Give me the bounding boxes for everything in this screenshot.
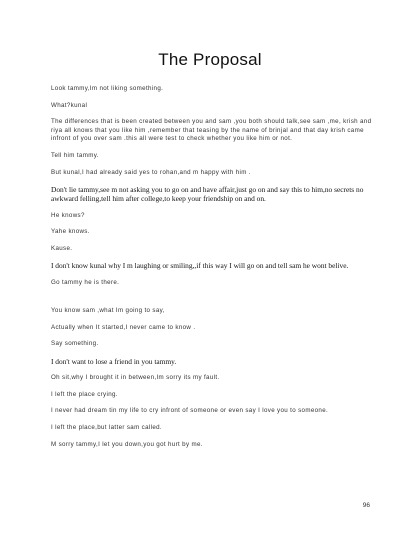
paragraph: The differences that is been created between you and sam ,you both should talk,see sam ,me, krish and riya all knows that you like him ,remember that teasing by the name of brinjal and that day krish came infront of you over sam .this all were test to check whether you like him or not. bbox=[51, 118, 372, 143]
paragraph: He knows? bbox=[51, 211, 85, 219]
paragraph: Kause. bbox=[51, 244, 73, 252]
page-number: 96 bbox=[362, 502, 370, 509]
paragraph: You know sam ,what Im going to say, bbox=[51, 307, 165, 315]
paragraph: Look tammy,Im not liking something. bbox=[51, 85, 164, 92]
paragraph: Actually when It started,I never came to know . bbox=[51, 323, 196, 331]
body-text bbox=[51, 85, 373, 457]
paragraph: Don't lie tammy,see m not asking you to go on and have affair,just go on and say this to him,no secrets no awkward felling,tell him after college,to keep your friendship on and on. bbox=[51, 185, 364, 204]
paragraph: Say something. bbox=[51, 340, 99, 348]
paragraph: But kunal,I had already said yes to rohan,and m happy with him . bbox=[51, 168, 251, 176]
paragraph: I left the place crying. bbox=[51, 390, 118, 398]
paragraph: Go tammy he is there. bbox=[51, 278, 120, 286]
section-gap bbox=[51, 295, 373, 307]
paragraph: I never had dream tin my life to cry infront of someone or even say I love you to someone. bbox=[51, 407, 329, 415]
paragraph: Oh sit,why I brought it in between,Im sorry its my fault. bbox=[51, 374, 220, 382]
paragraph: Yahe knows. bbox=[51, 228, 90, 236]
paragraph: Tell him tammy. bbox=[51, 151, 99, 159]
page-title: The Proposal bbox=[158, 50, 262, 69]
paragraph: I left the place,but latter sam called. bbox=[51, 423, 162, 431]
paragraph: I don't know kunal why I m laughing or smiling,,if this way I will go on and tell sam he wont belive. bbox=[51, 261, 349, 271]
paragraph: What?kunal bbox=[51, 101, 88, 109]
paragraph: I don't want to lose a friend in you tammy. bbox=[51, 356, 177, 366]
paragraph: M sorry tammy,I let you down,you got hurt by me. bbox=[51, 440, 203, 448]
